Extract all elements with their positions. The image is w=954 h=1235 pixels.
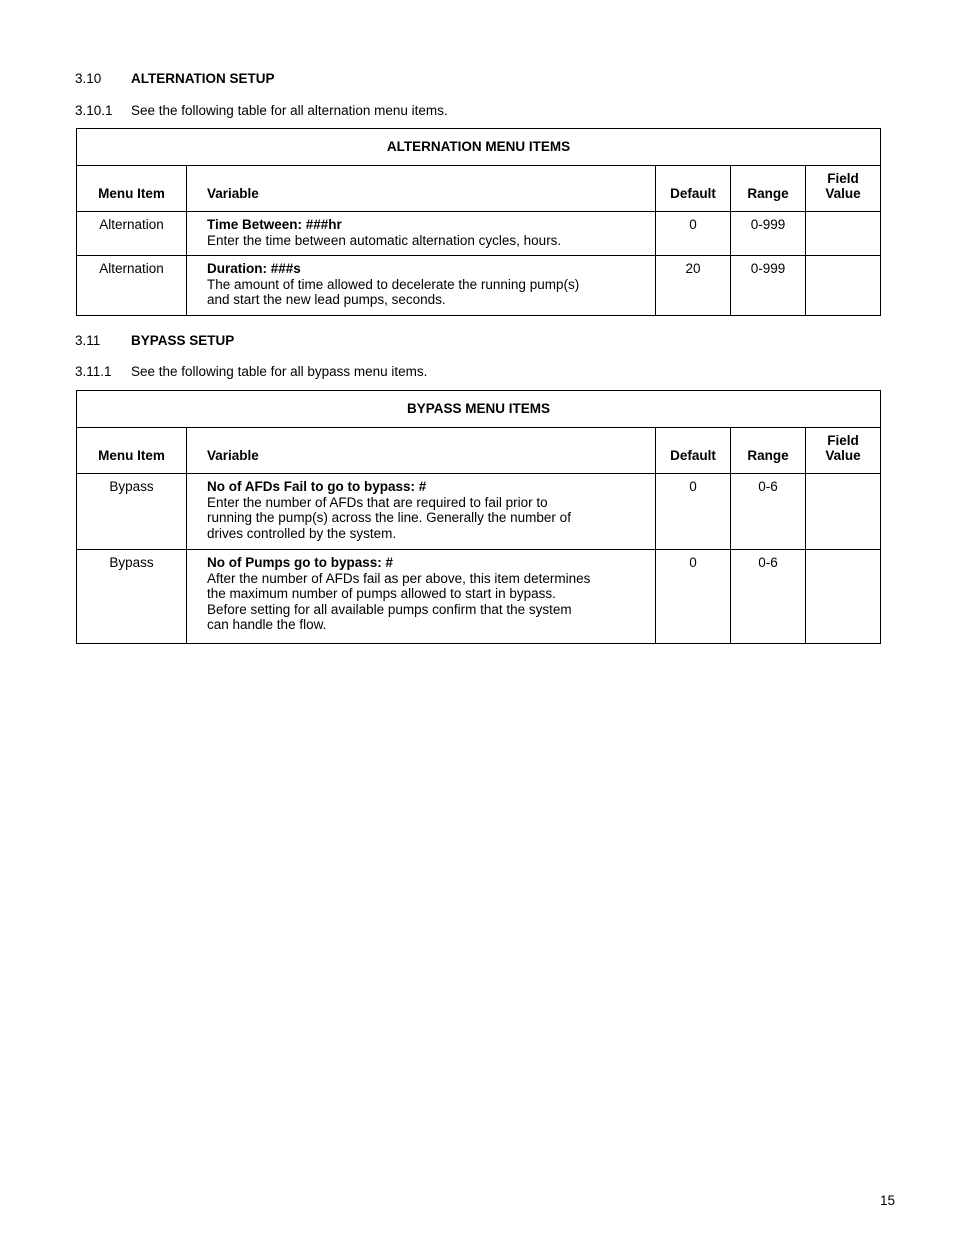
variable-description: Enter the time between automatic alternation cycles, hours. <box>207 232 562 248</box>
column-header-field-value <box>806 166 881 212</box>
table-row <box>77 256 881 316</box>
page-number: 15 <box>880 1193 896 1208</box>
paragraph-number: 3.11.1 <box>75 364 112 379</box>
field-value-line1: Field <box>827 170 859 186</box>
variable-description-line: drives controlled by the system. <box>207 525 397 541</box>
variable-description-line: the maximum number of pumps allowed to start in bypass. <box>207 586 556 602</box>
variable-name: No of AFDs Fail to go to bypass: # <box>207 479 427 494</box>
variable-name: Time Between: ###hr <box>207 217 342 232</box>
section-title: BYPASS SETUP <box>131 333 235 348</box>
table-caption: ALTERNATION MENU ITEMS <box>77 129 881 166</box>
table-row <box>77 212 881 256</box>
variable-description-line: The amount of time allowed to decelerate the running pump(s) <box>207 276 580 292</box>
default-cell: 20 <box>656 256 731 316</box>
variable-description-line: Enter the number of AFDs that are required to fail prior to <box>207 494 548 510</box>
variable-description-line: and start the new lead pumps, seconds. <box>207 292 446 308</box>
table-row <box>77 474 881 550</box>
default-cell: 0 <box>656 550 731 644</box>
column-header-default: Default <box>656 166 731 212</box>
variable-description-line: After the number of AFDs fail as per above, this item determines <box>207 570 591 586</box>
menu-item-cell: Bypass <box>77 474 187 550</box>
field-value-cell <box>806 474 881 550</box>
variable-description-line: can handle the flow. <box>207 617 327 633</box>
variable-cell <box>187 550 656 644</box>
paragraph-number: 3.10.1 <box>75 103 113 118</box>
field-value-line2: Value <box>825 448 861 464</box>
menu-item-cell: Alternation <box>77 256 187 316</box>
field-value-line1: Field <box>827 432 859 448</box>
paragraph-text: See the following table for all alternation menu items. <box>131 103 448 118</box>
table-caption: BYPASS MENU ITEMS <box>77 391 881 428</box>
paragraph-3-10-1 <box>75 103 448 119</box>
variable-name: No of Pumps go to bypass: # <box>207 555 394 570</box>
default-cell: 0 <box>656 474 731 550</box>
field-value-cell <box>806 256 881 316</box>
range-cell: 0-999 <box>731 212 806 256</box>
variable-cell <box>187 212 656 256</box>
column-header-field-value <box>806 428 881 474</box>
default-cell: 0 <box>656 212 731 256</box>
column-header-variable: Variable <box>187 166 656 212</box>
field-value-cell <box>806 550 881 644</box>
section-heading-bypass-setup <box>75 333 234 349</box>
field-value-cell <box>806 212 881 256</box>
variable-name: Duration: ###s <box>207 261 301 277</box>
section-heading-alternation-setup <box>75 71 275 87</box>
range-cell: 0-999 <box>731 256 806 316</box>
paragraph-text: See the following table for all bypass menu items. <box>131 364 428 379</box>
column-header-default: Default <box>656 428 731 474</box>
section-title: ALTERNATION SETUP <box>131 71 275 86</box>
menu-item-cell: Bypass <box>77 550 187 644</box>
paragraph-3-11-1 <box>75 364 427 380</box>
column-header-variable: Variable <box>187 428 656 474</box>
column-header-range: Range <box>731 166 806 212</box>
column-header-menu-item: Menu Item <box>77 166 187 212</box>
variable-cell <box>187 256 656 316</box>
variable-description-line: running the pump(s) across the line. Generally the number of <box>207 510 571 526</box>
section-number: 3.10 <box>75 71 102 86</box>
alternation-menu-table <box>76 128 881 316</box>
variable-cell <box>187 474 656 550</box>
bypass-menu-table <box>76 390 881 644</box>
column-header-menu-item: Menu Item <box>77 428 187 474</box>
table-row <box>77 550 881 644</box>
column-header-range: Range <box>731 428 806 474</box>
menu-item-cell: Alternation <box>77 212 187 256</box>
variable-description-line: Before setting for all available pumps confirm that the system <box>207 601 572 617</box>
range-cell: 0-6 <box>731 474 806 550</box>
field-value-line2: Value <box>825 186 861 202</box>
range-cell: 0-6 <box>731 550 806 644</box>
section-number: 3.11 <box>75 333 101 348</box>
